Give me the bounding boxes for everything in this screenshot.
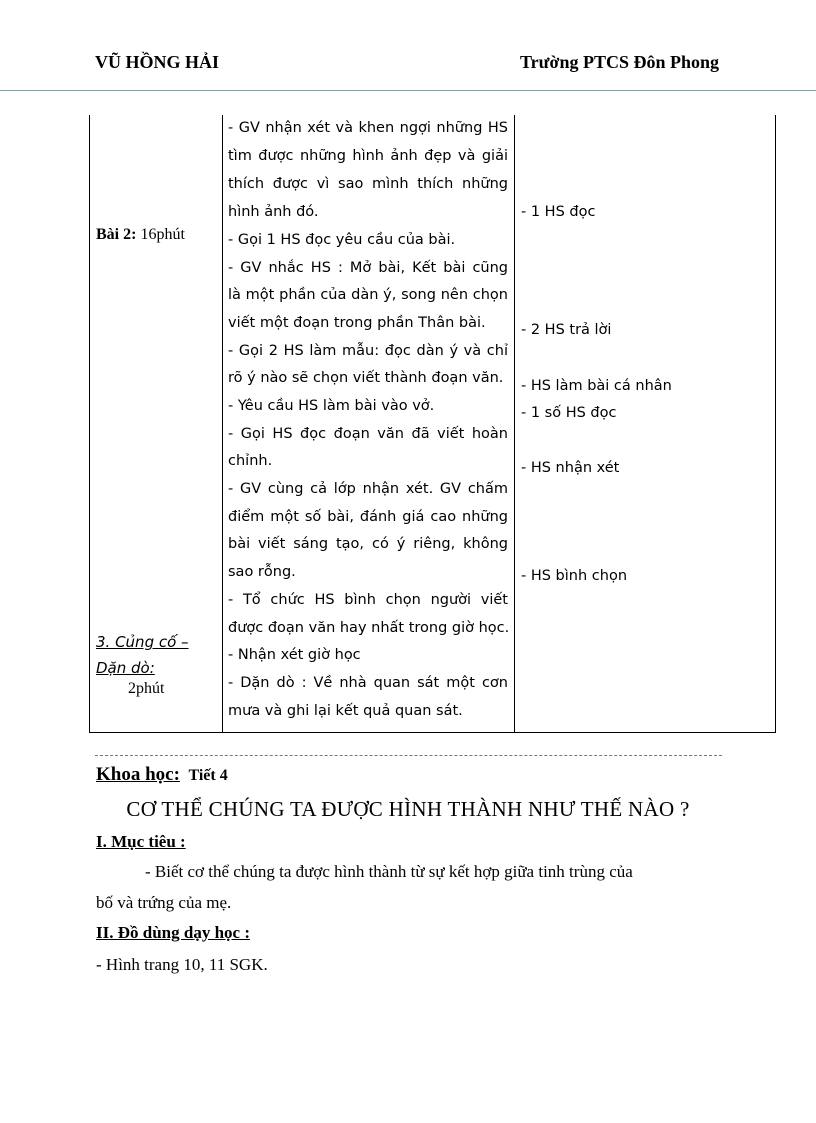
student-item: - 1 số HS đọc <box>521 405 617 421</box>
table-border-left <box>89 115 90 733</box>
teacher-line: tìm được những hình ảnh đẹp và giải <box>228 148 508 164</box>
section2-text-line1: - Hình trang 10, 11 SGK. <box>96 955 268 974</box>
teacher-line: - GV nhận xét và khen ngợi những HS <box>228 120 508 136</box>
section2-heading: II. Đồ dùng dạy học : <box>96 923 250 942</box>
teacher-line: sao rỗng. <box>228 564 296 580</box>
teacher-line: được đoạn văn hay nhất trong giờ học. <box>228 620 510 636</box>
header-author: VŨ HỒNG HẢI <box>95 52 220 72</box>
teacher-line: - Yêu cầu HS làm bài vào vở. <box>228 398 435 414</box>
teacher-line: điểm một số bài, đánh giá cao những <box>228 509 508 525</box>
activity-cungco-time: 2phút <box>128 680 165 697</box>
activity-cungco-line2: Dặn dò: <box>96 659 155 677</box>
teacher-line: viết một đoạn trong phần Thân bài. <box>228 315 486 331</box>
student-item: - 1 HS đọc <box>521 204 596 220</box>
teacher-line: rõ ý nào sẽ chọn viết thành đoạn văn. <box>228 370 504 386</box>
header-divider <box>0 90 816 91</box>
lesson-period: Tiết 4 <box>188 767 228 784</box>
activity-cungco-line1: 3. Củng cố – <box>96 633 189 651</box>
student-item: - HS bình chọn <box>521 568 628 584</box>
activity-bai2 <box>96 226 185 244</box>
teacher-line: - Dặn dò : Về nhà quan sát một cơn <box>228 675 508 691</box>
teacher-line: - GV cùng cả lớp nhận xét. GV chấm <box>228 481 508 497</box>
table-border-col2 <box>514 115 515 733</box>
section-separator <box>95 755 722 756</box>
teacher-line: - Gọi HS đọc đoạn văn đã viết hoàn <box>228 426 508 442</box>
section1-heading-wrap <box>96 832 186 852</box>
lesson-subject: Khoa học: <box>96 764 180 785</box>
teacher-line: bài viết sáng tạo, có ý riêng, không <box>228 536 508 552</box>
teacher-line: chỉnh. <box>228 453 273 469</box>
teacher-line: hình ảnh đó. <box>228 204 319 220</box>
teacher-line: - GV nhắc HS : Mở bài, Kết bài cũng <box>228 260 508 276</box>
table-border-right <box>775 115 776 733</box>
teacher-line: - Tổ chức HS bình chọn người viết <box>228 592 508 608</box>
header-school: Trường PTCS Đôn Phong <box>520 52 719 72</box>
teacher-line: - Gọi 1 HS đọc yêu cầu của bài. <box>228 232 456 248</box>
teacher-line: mưa và ghi lại kết quả quan sát. <box>228 703 463 719</box>
teacher-line: - Gọi 2 HS làm mẫu: đọc dàn ý và chỉ <box>228 343 508 359</box>
student-item: - 2 HS trả lời <box>521 322 612 338</box>
teacher-line: thích được vì sao mình thích những <box>228 176 508 192</box>
table-border-col1 <box>222 115 223 733</box>
table-border-bottom <box>89 732 776 733</box>
section1-text-line1: - Biết cơ thể chúng ta được hình thành từ sự kết hợp giữa tinh trùng của <box>145 862 633 881</box>
activity-bai2-label: Bài 2: <box>96 226 137 243</box>
lesson-title: CƠ THỂ CHÚNG TA ĐƯỢC HÌNH THÀNH NHƯ THẾ NÀO ? <box>126 797 690 821</box>
teacher-line: - Nhận xét giờ học <box>228 647 361 663</box>
section1-text-line2: bố và trứng của mẹ. <box>96 893 232 912</box>
section1-heading: I. Mục tiêu : <box>96 832 186 851</box>
student-item: - HS nhận xét <box>521 460 620 476</box>
lesson-heading <box>96 764 228 786</box>
activity-bai2-time: 16phút <box>140 226 185 243</box>
teacher-line: là một phần của dàn ý, song nên chọn <box>228 287 508 303</box>
student-item: - HS làm bài cá nhân <box>521 378 672 394</box>
